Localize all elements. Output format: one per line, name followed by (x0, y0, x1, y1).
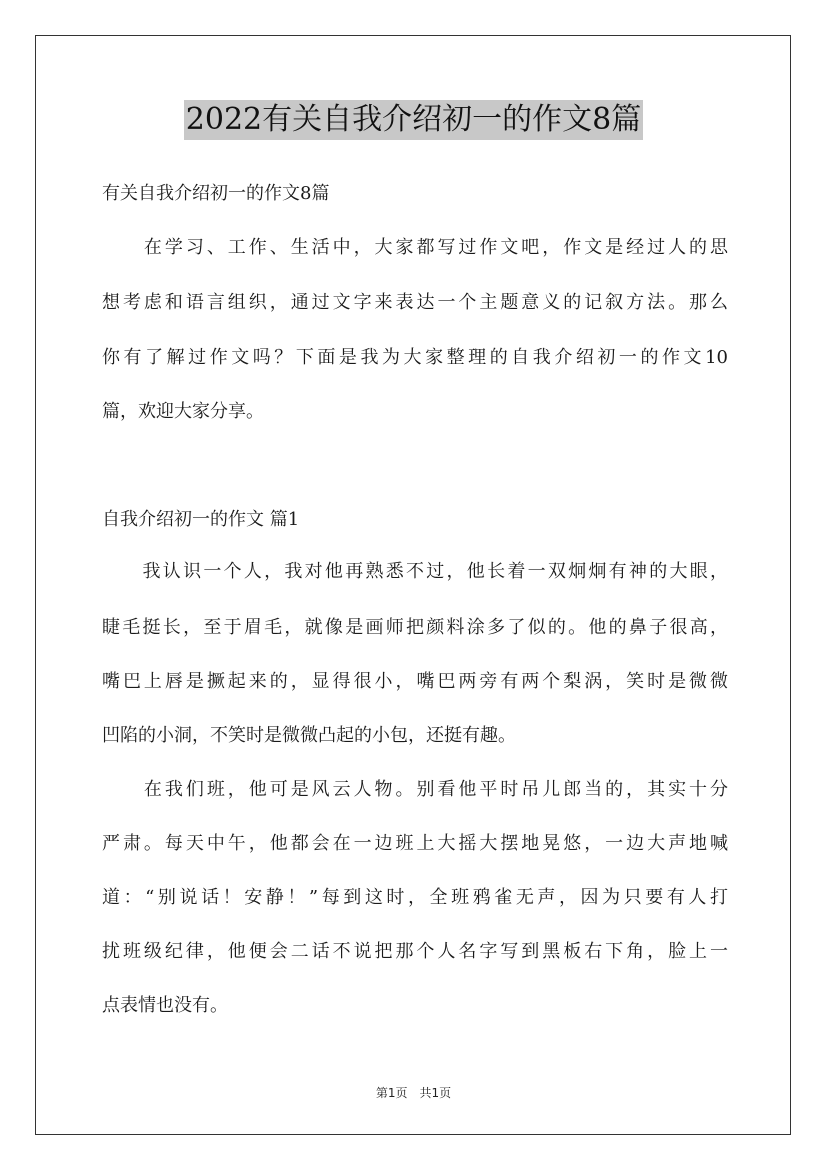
subtitle: 有关自我介绍初一的作文8篇 (102, 183, 330, 204)
section-heading: 自我介绍初一的作文 篇1 (102, 509, 300, 530)
intro-line: 篇，欢迎大家分享。 (102, 401, 264, 422)
paragraph2-line: 点表情也没有。 (102, 995, 228, 1016)
intro-line: 在学习、工作、生活中，大家都写过作文吧，作文是经过人的思 (102, 237, 728, 258)
paragraph1-line: 嘴巴上唇是撅起来的，显得很小，嘴巴两旁有两个梨涡，笑时是微微 (102, 671, 728, 692)
intro-line: 想考虑和语言组织，通过文字来表达一个主题意义的记叙方法。那么 (102, 292, 728, 313)
title-container (0, 100, 827, 140)
page-footer: 第1页 共1页 (375, 1086, 452, 1100)
document-title: 2022有关自我介绍初一的作文8篇 (184, 100, 643, 140)
paragraph2-line: 道：“别说话！安静！”每到这时，全班鸦雀无声，因为只要有人打 (102, 887, 728, 908)
intro-line: 你有了解过作文吗？下面是我为大家整理的自我介绍初一的作文10 (102, 347, 728, 368)
paragraph1-line: 凹陷的小洞，不笑时是微微凸起的小包，还挺有趣。 (102, 725, 516, 746)
paragraph1-line: 睫毛挺长，至于眉毛，就像是画师把颜料涂多了似的。他的鼻子很高， (102, 617, 728, 638)
paragraph2-line: 扰班级纪律，他便会二话不说把那个人名字写到黑板右下角，脸上一 (102, 941, 728, 962)
paragraph2-line: 在我们班，他可是风云人物。别看他平时吊儿郎当的，其实十分 (102, 779, 728, 800)
paragraph2-line: 严肃。每天中午，他都会在一边班上大摇大摆地晃悠，一边大声地喊 (102, 833, 728, 854)
paragraph1-line: 我认识一个人，我对他再熟悉不过，他长着一双炯炯有神的大眼， (102, 561, 728, 582)
